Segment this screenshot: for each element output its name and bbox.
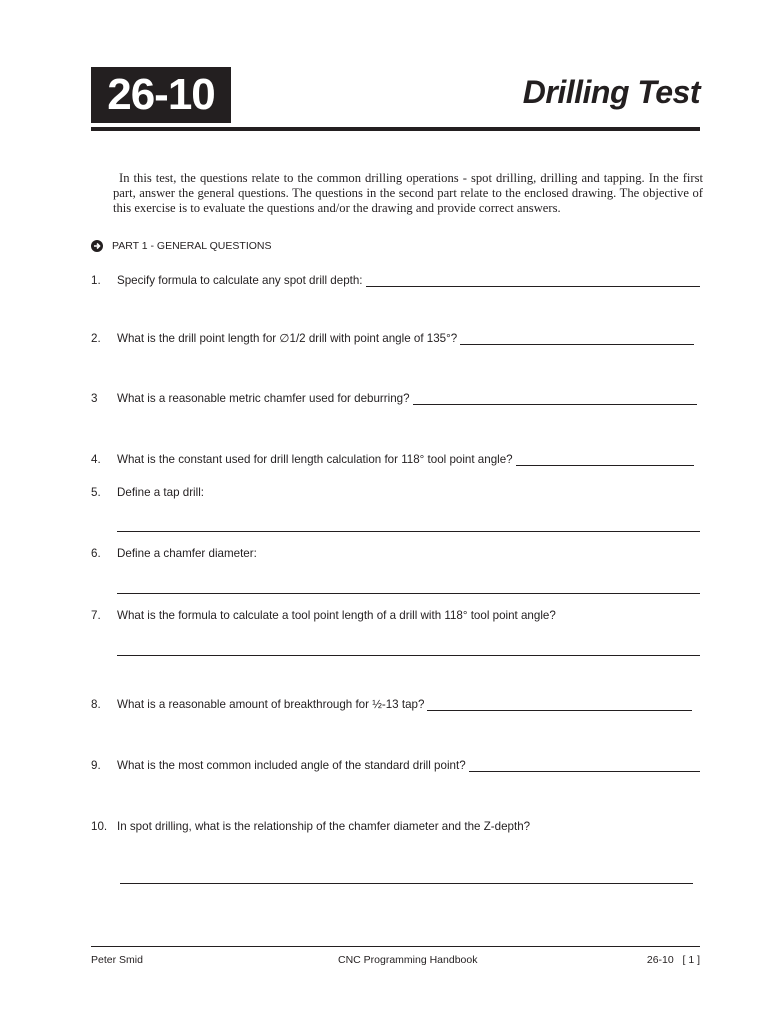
question-text: What is the constant used for drill length calculation for 118° tool point angle? <box>117 453 513 466</box>
intro-paragraph: In this test, the questions relate to the common drilling operations - spot drilling, drilling and tapping. In the first part, answer the general questions. The questions in the second part relate to the enclosed drawing. The objective of this exercise is to evaluate the questions and/or the drawing and provide correct answers. <box>113 171 703 216</box>
answer-line-8[interactable] <box>427 698 692 711</box>
header-rule <box>91 127 700 131</box>
chapter-number-badge: 26-10 <box>91 67 231 123</box>
question-text: Specify formula to calculate any spot drill depth: <box>117 274 363 287</box>
part-1-heading-text: PART 1 - GENERAL QUESTIONS <box>112 240 272 252</box>
question-number: 7. <box>91 609 101 622</box>
answer-line-1[interactable] <box>366 274 700 287</box>
question-text: What is a reasonable metric chamfer used for deburring? <box>117 392 410 405</box>
question-text: Define a chamfer diameter: <box>117 547 257 560</box>
footer-page-number: 26-10 [ 1 ] <box>646 954 700 966</box>
answer-line-6[interactable] <box>117 593 700 594</box>
question-number: 6. <box>91 547 101 560</box>
part-1-heading <box>91 240 271 252</box>
answer-line-3[interactable] <box>413 392 697 405</box>
footer-book-title: CNC Programming Handbook <box>338 954 478 966</box>
question-number: 8. <box>91 698 101 711</box>
question-text: Define a tap drill: <box>117 486 204 499</box>
question-8 <box>91 698 700 711</box>
question-10 <box>91 820 700 833</box>
question-9 <box>91 759 700 772</box>
question-number: 9. <box>91 759 101 772</box>
question-4 <box>91 453 700 466</box>
question-number: 10. <box>91 820 108 833</box>
arrow-right-circle-icon <box>91 240 103 252</box>
answer-line-10[interactable] <box>120 883 693 884</box>
answer-line-2[interactable] <box>460 332 694 345</box>
answer-line-5[interactable] <box>117 531 700 532</box>
footer-author: Peter Smid <box>91 954 143 966</box>
answer-line-4[interactable] <box>516 453 694 466</box>
footer-rule <box>91 946 700 947</box>
question-text: What is a reasonable amount of breakthrough for ½-13 tap? <box>117 698 425 711</box>
question-number: 1. <box>91 274 101 287</box>
question-7 <box>91 609 700 622</box>
question-text: In spot drilling, what is the relationship of the chamfer diameter and the Z-depth? <box>117 820 531 833</box>
question-number: 5. <box>91 486 101 499</box>
question-number: 4. <box>91 453 101 466</box>
question-text: What is the drill point length for ∅1/2 drill with point angle of 135°? <box>117 332 458 345</box>
question-1 <box>91 274 700 287</box>
answer-line-9[interactable] <box>469 759 700 772</box>
page-title: Drilling Test <box>522 74 700 110</box>
answer-line-7[interactable] <box>117 655 700 656</box>
question-text: What is the formula to calculate a tool point length of a drill with 118° tool point angle? <box>117 609 556 622</box>
question-2 <box>91 331 700 345</box>
question-number: 3 <box>91 392 98 405</box>
question-text: What is the most common included angle of the standard drill point? <box>117 759 466 772</box>
question-3 <box>91 392 700 405</box>
question-number: 2. <box>91 332 101 345</box>
question-6 <box>91 547 700 560</box>
question-5 <box>91 486 700 499</box>
